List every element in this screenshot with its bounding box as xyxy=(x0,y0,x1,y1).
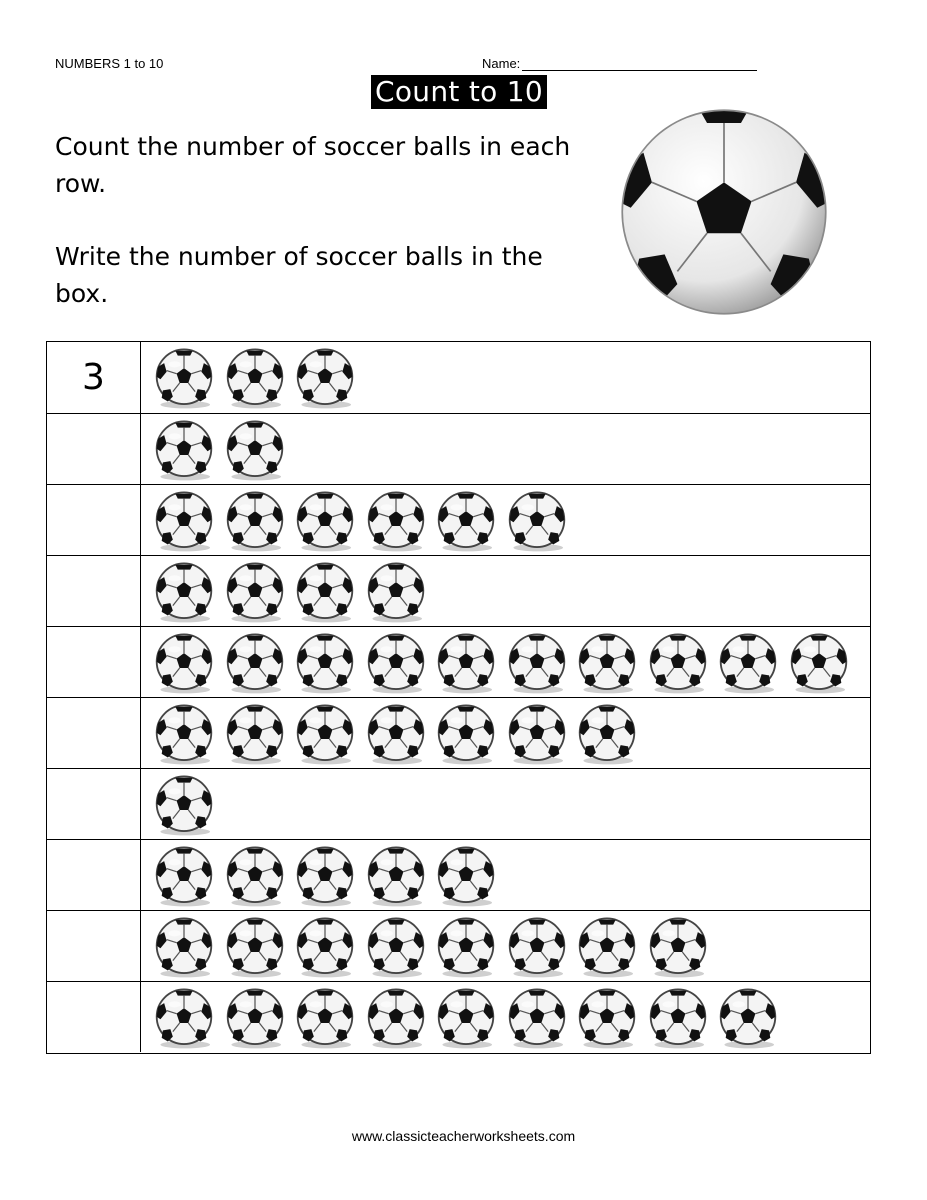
soccer-ball-icon xyxy=(224,631,286,695)
soccer-ball-icon xyxy=(365,631,427,695)
counting-grid xyxy=(46,341,871,1054)
soccer-ball-icon xyxy=(435,844,497,908)
footer-url: www.classicteacherworksheets.com xyxy=(351,1128,576,1144)
soccer-ball-icon xyxy=(153,702,215,766)
answer-box[interactable] xyxy=(47,698,141,768)
soccer-ball-icon xyxy=(224,915,286,979)
soccer-ball-icon xyxy=(294,986,356,1050)
instruction-write: Write the number of soccer balls in the box. xyxy=(55,242,543,308)
subject-label: NUMBERS 1 to 10 xyxy=(55,56,164,71)
count-row xyxy=(47,342,870,413)
answer-box[interactable] xyxy=(47,414,141,484)
soccer-ball-icon xyxy=(647,631,709,695)
name-label: Name: xyxy=(482,56,521,71)
soccer-ball-icon xyxy=(294,489,356,553)
soccer-ball-icon xyxy=(294,702,356,766)
soccer-ball-icon xyxy=(647,915,709,979)
soccer-ball-icon xyxy=(576,702,638,766)
soccer-ball-icon xyxy=(224,418,286,482)
answer-box[interactable] xyxy=(47,627,141,697)
soccer-ball-icon xyxy=(435,915,497,979)
answer-box[interactable] xyxy=(47,485,141,555)
answer-box[interactable] xyxy=(47,911,141,981)
soccer-ball-icon xyxy=(717,631,779,695)
count-row xyxy=(47,484,870,555)
soccer-ball-icon xyxy=(224,844,286,908)
soccer-ball-icon xyxy=(153,773,215,837)
soccer-ball-icon xyxy=(153,560,215,624)
soccer-ball-icon xyxy=(294,560,356,624)
answer-box[interactable] xyxy=(47,556,141,626)
soccer-ball-icon xyxy=(788,631,850,695)
soccer-ball-icon xyxy=(618,106,830,318)
soccer-ball-icon xyxy=(717,986,779,1050)
soccer-ball-icon xyxy=(435,702,497,766)
soccer-ball-icon xyxy=(365,986,427,1050)
answer-box[interactable] xyxy=(47,840,141,910)
answer-box[interactable] xyxy=(47,982,141,1052)
soccer-ball-icon xyxy=(224,346,286,410)
count-row xyxy=(47,555,870,626)
soccer-ball-icon xyxy=(365,844,427,908)
soccer-ball-icon xyxy=(153,915,215,979)
count-row xyxy=(47,981,870,1052)
count-row xyxy=(47,910,870,981)
soccer-ball-icon xyxy=(506,915,568,979)
count-row xyxy=(47,413,870,484)
soccer-ball-icon xyxy=(153,489,215,553)
count-row xyxy=(47,839,870,910)
soccer-ball-icon xyxy=(506,986,568,1050)
soccer-ball-icon xyxy=(576,631,638,695)
soccer-ball-icon xyxy=(576,915,638,979)
count-row xyxy=(47,768,870,839)
soccer-ball-icon xyxy=(435,986,497,1050)
answer-box[interactable] xyxy=(47,769,141,839)
soccer-ball-icon xyxy=(153,631,215,695)
soccer-ball-icon xyxy=(647,986,709,1050)
soccer-ball-icon xyxy=(365,560,427,624)
instruction-count: Count the number of soccer balls in each row. xyxy=(55,132,571,198)
soccer-ball-icon xyxy=(435,631,497,695)
soccer-ball-icon xyxy=(365,702,427,766)
answer-box[interactable]: 3 xyxy=(47,342,141,413)
soccer-ball-icon xyxy=(153,346,215,410)
soccer-ball-icon xyxy=(224,560,286,624)
soccer-ball-icon xyxy=(506,702,568,766)
soccer-ball-icon xyxy=(294,844,356,908)
count-row xyxy=(47,697,870,768)
soccer-ball-icon xyxy=(153,418,215,482)
soccer-ball-icon xyxy=(506,489,568,553)
worksheet-title: Count to 10 xyxy=(371,75,547,109)
soccer-ball-icon xyxy=(435,489,497,553)
soccer-ball-icon xyxy=(576,986,638,1050)
soccer-ball-icon xyxy=(224,489,286,553)
soccer-ball-icon xyxy=(294,915,356,979)
name-input-line[interactable] xyxy=(522,56,757,71)
name-field xyxy=(482,56,757,71)
soccer-ball-icon xyxy=(294,346,356,410)
soccer-ball-icon xyxy=(153,986,215,1050)
soccer-ball-icon xyxy=(365,915,427,979)
soccer-ball-icon xyxy=(506,631,568,695)
soccer-ball-icon xyxy=(365,489,427,553)
soccer-ball-icon xyxy=(224,702,286,766)
soccer-ball-icon xyxy=(224,986,286,1050)
count-row xyxy=(47,626,870,697)
soccer-ball-icon xyxy=(294,631,356,695)
soccer-ball-icon xyxy=(153,844,215,908)
